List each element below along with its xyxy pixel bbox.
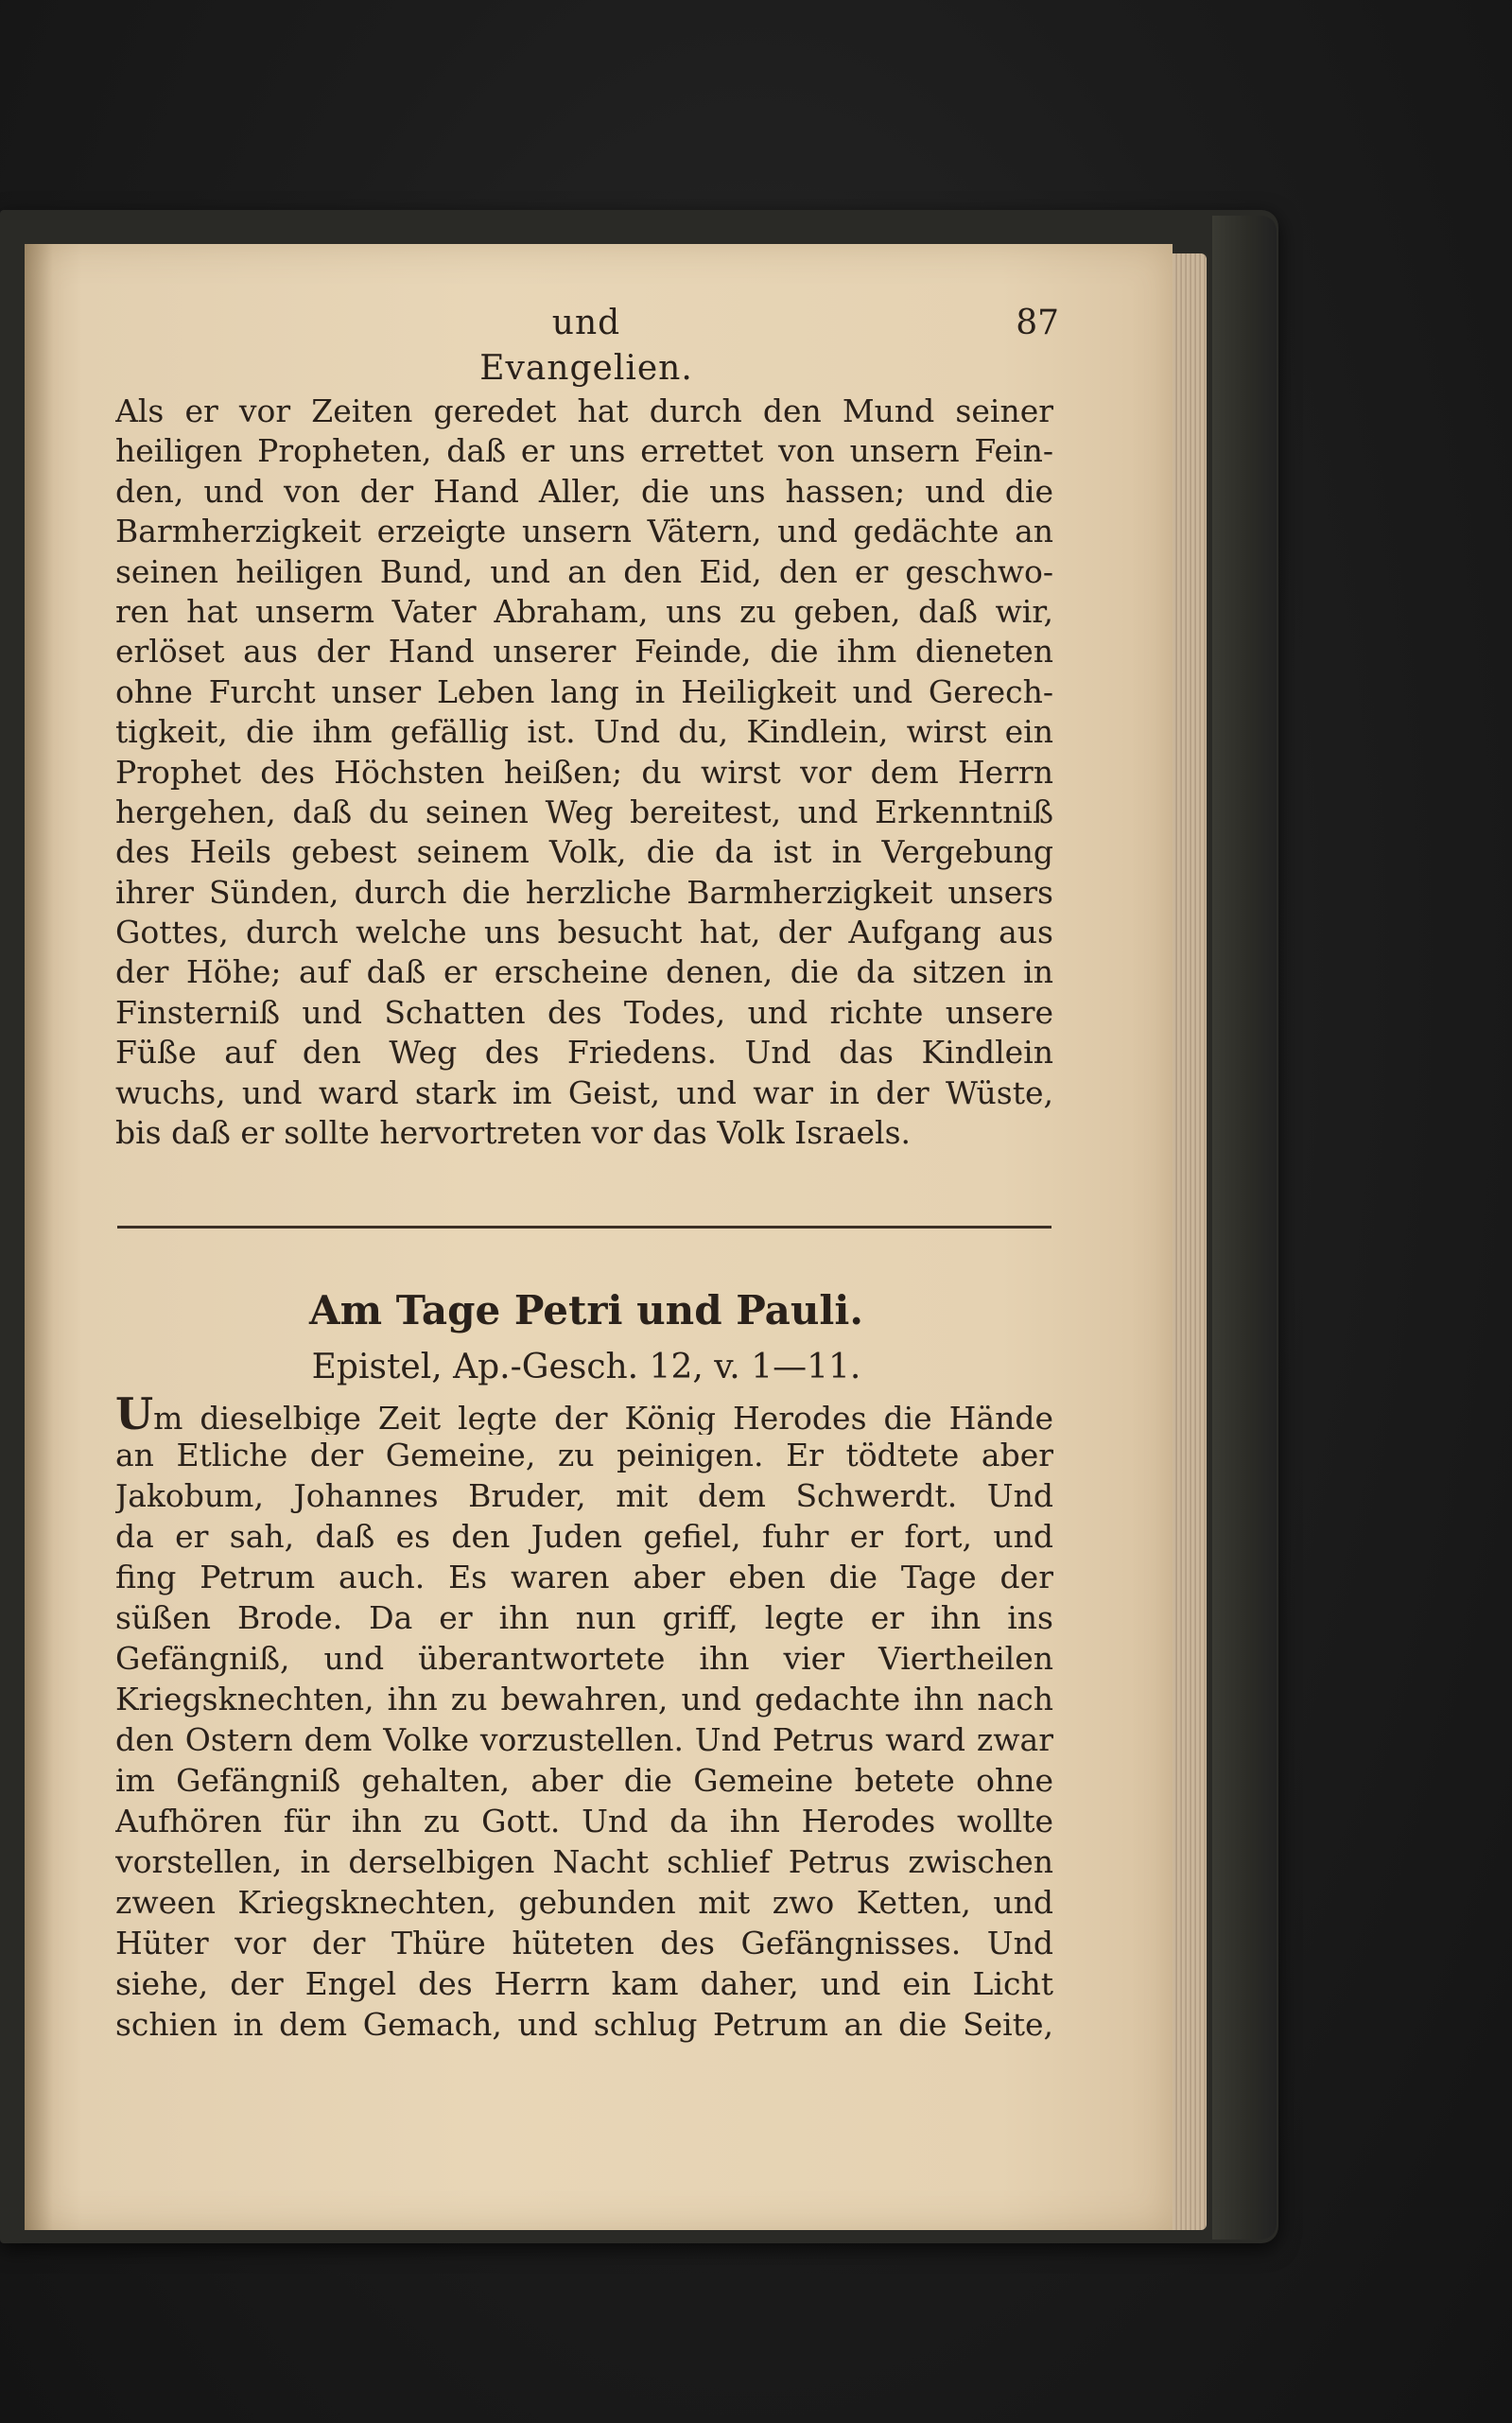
- running-head: und Evangelien.: [479, 304, 693, 388]
- text-line: Finsterniß und Schatten des Todes, und richte unsere: [115, 993, 1053, 1031]
- book-cover-edge: [1212, 216, 1277, 2240]
- text-line: zween Kriegsknechten, gebunden mit zwo Ketten, und: [115, 1884, 1053, 1921]
- text-line: schien in dem Gemach, und schlug Petrum an die Seite,: [115, 2006, 1053, 2043]
- text-line: Kriegsknechten, ihn zu bewahren, und gedachte ihn nach: [115, 1681, 1053, 1717]
- text-line: seinen heiligen Bund, und an den Eid, den er geschwo-: [115, 552, 1053, 590]
- text-line: fing Petrum auch. Es waren aber eben die Tage der: [115, 1559, 1053, 1595]
- text-line: tigkeit, die ihm gefällig ist. Und du, Kindlein, wirst ein: [115, 713, 1053, 751]
- text-line: den Ostern dem Volke vorzustellen. Und Petrus ward zwar: [115, 1721, 1053, 1758]
- text-line: da er sah, daß es den Juden gefiel, fuhr er fort, und: [115, 1518, 1053, 1555]
- page-number: 87: [1016, 304, 1059, 342]
- page-edges: [1169, 253, 1207, 2230]
- text-line: Gefängniß, und überantwortete ihn vier Viertheilen: [115, 1640, 1053, 1677]
- text-line: ren hat unserm Vater Abraham, uns zu geben, daß wir,: [115, 592, 1053, 630]
- text-line: ihrer Sünden, durch die herzliche Barmherzigkeit unsers: [115, 873, 1053, 911]
- section-divider: [117, 1226, 1051, 1229]
- initial-letter: U: [115, 1394, 154, 1435]
- first-line-text: m dieselbige Zeit legte der König Herodes die Hände: [153, 1400, 1053, 1435]
- text-line: Als er vor Zeiten geredet hat durch den Mund seiner: [115, 392, 1053, 429]
- reading-reference: Epistel, Ap.-Gesch. 12, v. 1—11.: [311, 1348, 861, 1386]
- text-line: der Höhe; auf daß er erscheine denen, die da sitzen in: [115, 953, 1053, 991]
- gutter-shadow: [25, 244, 53, 2230]
- section-title: Am Tage Petri und Pauli.: [309, 1287, 863, 1334]
- text-line: an Etliche der Gemeine, zu peinigen. Er tödtete aber: [115, 1437, 1053, 1473]
- text-line: Prophet des Höchsten heißen; du wirst vor dem Herrn: [115, 753, 1053, 791]
- text-line: Hüter vor der Thüre hüteten des Gefängnisses. Und: [115, 1925, 1053, 1961]
- text-line: Barmherzigkeit erzeigte unsern Vätern, und gedächte an: [115, 513, 1053, 550]
- text-line: ohne Furcht unser Leben lang in Heiligkeit und Gerech-: [115, 672, 1053, 710]
- canticle-text-block: [115, 392, 1053, 1153]
- text-line: wuchs, und ward stark im Geist, und war in der Wüste,: [115, 1073, 1053, 1111]
- text-line: vorstellen, in derselbigen Nacht schlief Petrus zwischen: [115, 1843, 1053, 1880]
- text-line: Aufhören für ihn zu Gott. Und da ihn Herodes wollte: [115, 1803, 1053, 1839]
- text-line: des Heils gebest seinem Volk, die da ist in Vergebung: [115, 833, 1053, 871]
- text-line: Jakobum, Johannes Bruder, mit dem Schwerdt. Und: [115, 1477, 1053, 1514]
- text-line: heiligen Propheten, daß er uns errettet von unsern Fein-: [115, 432, 1053, 470]
- text-line: süßen Brode. Da er ihn nun griff, legte er ihn ins: [115, 1599, 1053, 1636]
- text-line: erlöset aus der Hand unserer Feinde, die ihm dieneten: [115, 633, 1053, 671]
- text-line: [115, 1394, 1053, 1435]
- text-line: bis daß er sollte hervortreten vor das Volk Israels.: [115, 1114, 912, 1152]
- text-line: im Gefängniß gehalten, aber die Gemeine betete ohne: [115, 1762, 1053, 1799]
- epistle-text-block: [115, 1394, 1053, 2045]
- text-line: Füße auf den Weg des Friedens. Und das Kindlein: [115, 1034, 1053, 1072]
- text-line: den, und von der Hand Aller, die uns hassen; und die: [115, 472, 1053, 510]
- text-line: siehe, der Engel des Herrn kam daher, und ein Licht: [115, 1965, 1053, 2002]
- text-line: Gottes, durch welche uns besucht hat, der Aufgang aus: [115, 914, 1053, 951]
- text-line: hergehen, daß du seinen Weg bereitest, und Erkenntniß: [115, 793, 1053, 830]
